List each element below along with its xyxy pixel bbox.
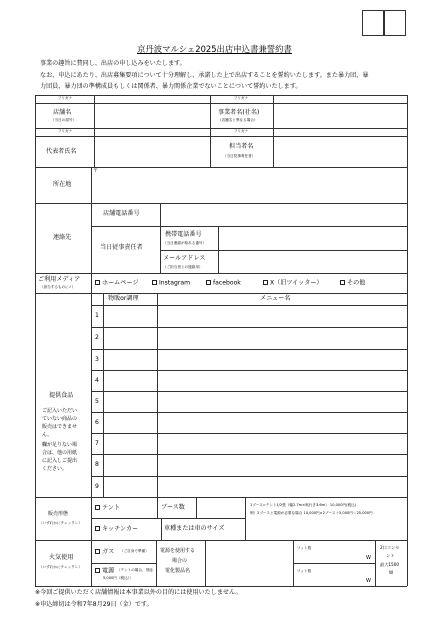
fire-note: （いずれかにチェックレ） [39, 565, 83, 569]
products-col-type: 物販or調理 [108, 295, 139, 302]
sales-tent-option[interactable]: テント [95, 505, 120, 512]
booth-count-field[interactable] [197, 498, 244, 517]
sales-fee-note: 1ブース=テント1/2張（幅2.7m×奥行き3.6m） 10,000円(税込) [250, 503, 357, 507]
product-type-field[interactable] [104, 306, 156, 326]
appliance-field[interactable] [206, 541, 292, 585]
contact-person-label: 担当者名 [229, 143, 254, 150]
appliance-label-line: 場合の [172, 558, 188, 564]
watt-field-2[interactable] [294, 564, 374, 585]
outlet-note-line: ント [386, 553, 395, 558]
product-row-number: 5 [95, 398, 99, 405]
product-row-number: 1 [95, 312, 99, 319]
products-note-line: ご記入いただい [42, 408, 78, 414]
checkbox[interactable] [206, 280, 211, 285]
products-note-line: 欄が足りない場 [42, 442, 78, 448]
stamp-box-left [362, 10, 384, 36]
product-row-number: 6 [95, 419, 99, 426]
shop-name-note: （当日の屋号） [51, 118, 77, 122]
media-option-homepage[interactable]: ホームページ [95, 280, 138, 287]
intro-line-3: 力団員、暴力団の準構成員もしくは関係者、暴力関係企業でないことについて誓約いたします。 [40, 83, 302, 90]
responsible-label: 当日従事責任者 [100, 244, 143, 251]
products-col-menu: メニュー名 [260, 295, 291, 302]
shop-name-label: 店舗名 [53, 109, 72, 116]
intro-line-1: 事業の趣旨に賛同し、出店の申し込みをいたします。 [40, 60, 186, 67]
contact-person-field[interactable] [274, 137, 406, 166]
sales-kitchen-car-option[interactable]: キッチンカー [95, 526, 138, 533]
checkbox[interactable] [95, 526, 100, 531]
furigana-label: フリガナ [58, 129, 73, 133]
representative-field[interactable] [95, 137, 209, 166]
product-row-number: 7 [95, 440, 99, 447]
sales-label: 販売形態 [48, 511, 69, 517]
vehicle-size-label: 車種または車のサイズ [164, 525, 225, 532]
mobile-field[interactable] [219, 227, 406, 249]
watt-label: ワット数 [297, 569, 312, 573]
watt-unit: W [366, 578, 371, 584]
address-label: 所在地 [53, 181, 72, 188]
shop-phone-label: 店舗電話番号 [103, 210, 140, 217]
contact-label: 連絡先 [53, 234, 72, 241]
outlet-note-line: 2口コンセ [380, 545, 400, 550]
business-name-field[interactable] [274, 104, 406, 127]
product-row-number: 9 [95, 483, 99, 490]
footer-note-privacy: ※今回ご提供いただく店舗情報は本事業以外の目的には使用いたしません。 [35, 589, 242, 596]
footer-note-deadline: ※申込締切は令和7年8月29日（金）です。 [35, 601, 153, 608]
stamp-box-right [384, 10, 406, 36]
product-row-number: 2 [95, 334, 99, 341]
sales-note: （いずれかにチェックレ） [39, 521, 83, 525]
furigana-label: フリガナ [234, 96, 249, 100]
products-label: 提供食品 [49, 392, 74, 399]
fire-gas-option[interactable]: ガス [95, 549, 114, 556]
address-field[interactable] [92, 168, 406, 202]
page-title: 京丹波マルシェ2025出店申込書兼誓約書 [137, 44, 292, 54]
product-row-number: 8 [95, 461, 99, 468]
product-row-number: 4 [95, 377, 99, 384]
sales-fee-example: 例）2ブースと電源が必要な場合 10,000円×2ブース＋5,000円＝25,000円 [250, 511, 373, 515]
watt-field-1[interactable] [294, 541, 374, 562]
products-note-line: ください。 [42, 466, 68, 472]
media-option-other[interactable]: その他 [340, 280, 365, 287]
outlet-note-line: 最大1500 [380, 562, 400, 567]
mobile-note: （当日連絡が取れる番号） [163, 241, 207, 245]
shop-phone-field[interactable] [161, 204, 406, 225]
booth-count-label: ブース数 [161, 504, 185, 511]
business-name-note: （店舗名と異なる場合） [218, 118, 258, 122]
business-name-label: 事業者名(社名) [218, 109, 260, 116]
fire-power-note: 5,000円（税込）） [103, 576, 134, 580]
business-name-furigana-field[interactable] [274, 96, 406, 103]
product-menu-field[interactable] [158, 306, 406, 326]
checkbox[interactable] [95, 549, 100, 554]
checkbox[interactable] [95, 505, 100, 510]
email-field[interactable] [219, 251, 406, 272]
contact-person-note: （当日従事責任者） [223, 154, 256, 158]
watt-label: ワット数 [297, 546, 312, 550]
products-note-line: に記入しご提出 [42, 458, 78, 464]
appliance-label-line: 電源を使用する [160, 548, 196, 554]
furigana-label: フリガナ [234, 129, 249, 133]
fire-power-option[interactable]: 電源 [95, 568, 114, 575]
furigana-label: フリガナ [58, 96, 73, 100]
checkbox[interactable] [152, 280, 157, 285]
media-option-facebook[interactable]: facebook [206, 280, 241, 287]
checkbox[interactable] [263, 280, 268, 285]
shop-name-field[interactable] [95, 104, 209, 127]
outlet-note-line: W [389, 570, 394, 575]
email-note: （ご担当者との連絡用） [163, 265, 203, 269]
intro-line-2: なお、申込にあたり、出店募集要項について十分理解し、承諾した上で出店することを誓約いたします。また暴力団、暴 [40, 72, 369, 79]
shop-name-furigana-field[interactable] [95, 96, 209, 103]
fire-power-note: （テントの場合、別途 [117, 568, 153, 572]
watt-unit: W [366, 555, 371, 561]
media-label: ご利用メディア [38, 276, 81, 283]
media-option-instagram[interactable]: Instagram [152, 280, 190, 287]
media-note: （該当するものに✓） [40, 285, 76, 289]
media-option-x[interactable]: X（旧ツイッター） [263, 280, 323, 287]
products-note-line: ていない商品の [42, 416, 78, 422]
representative-label: 代表者氏名 [46, 148, 77, 155]
mobile-label: 携帯電話番号 [165, 231, 202, 238]
checkbox[interactable] [95, 568, 100, 573]
products-note-line: 販売はできませ [42, 424, 78, 430]
email-label: メールアドレス [163, 255, 206, 262]
postal-mark: 〒 [93, 168, 99, 174]
checkbox[interactable] [95, 280, 100, 285]
appliance-label-line: 電化製品名 [165, 568, 191, 574]
checkbox[interactable] [340, 280, 345, 285]
products-note-line: 合は、他の用紙 [42, 450, 78, 456]
products-note-line: ん。 [42, 432, 53, 438]
product-row-number: 3 [95, 356, 99, 363]
fire-label: 火気使用 [49, 554, 74, 561]
fire-gas-note: （ご自身で準備） [120, 549, 149, 553]
